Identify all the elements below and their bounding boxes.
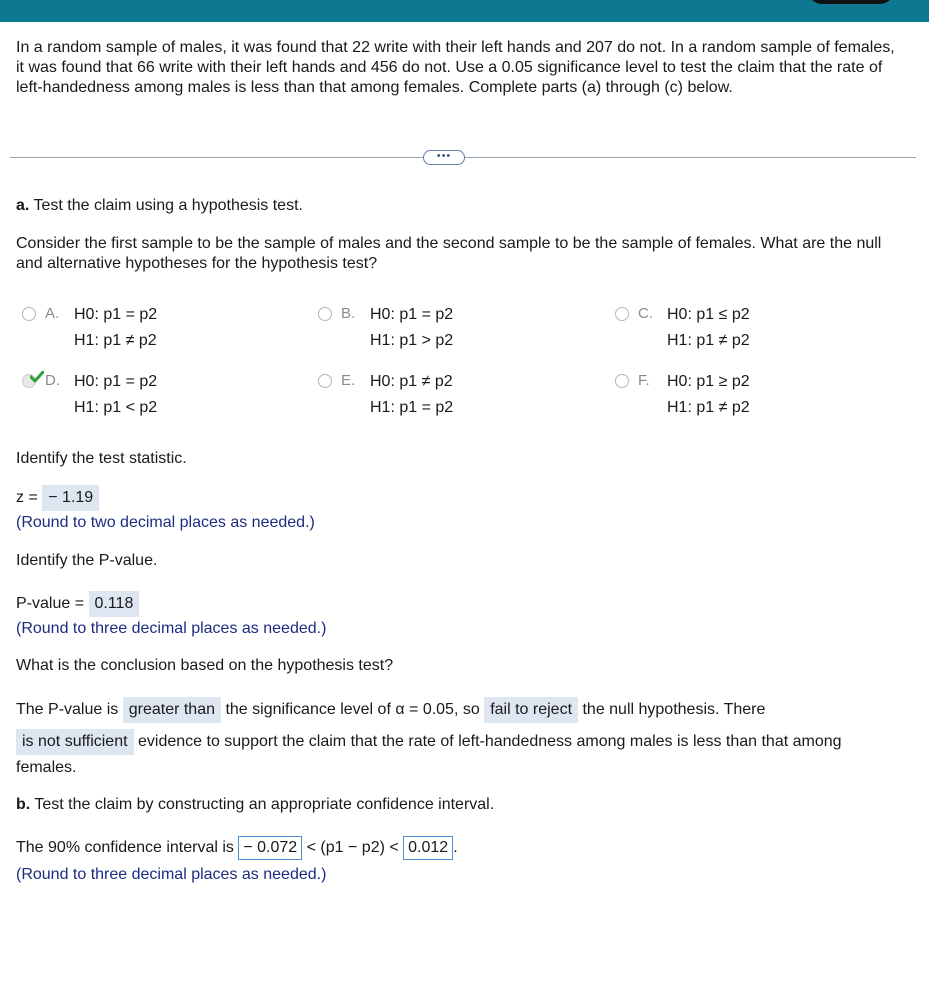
option-b-hypotheses[interactable] xyxy=(370,302,453,354)
ci-row xyxy=(16,836,458,860)
radio-option-c[interactable] xyxy=(615,307,629,321)
p-hint: (Round to three decimal places as needed.) xyxy=(16,620,327,637)
conclusion-answer-3[interactable]: is not sufficient xyxy=(16,729,134,755)
radio-option-e[interactable] xyxy=(318,374,332,388)
option-b-letter: B. xyxy=(341,305,356,322)
part-a-heading xyxy=(16,197,303,215)
radio-option-f[interactable] xyxy=(615,374,629,388)
conclusion-text-1: The P-value is xyxy=(16,701,119,718)
option-c-letter: C. xyxy=(638,305,653,322)
z-hint: (Round to two decimal places as needed.) xyxy=(16,514,315,531)
option-f-hypotheses[interactable] xyxy=(667,369,750,421)
option-d-h1: H1: p1 < p2 xyxy=(74,399,158,416)
z-answer[interactable]: − 1.19 xyxy=(42,485,99,511)
part-b-label: b. xyxy=(16,796,31,813)
z-row xyxy=(16,485,99,511)
option-a-letter: A. xyxy=(45,305,60,322)
conclusion-text-4: evidence to support the claim that the rate of left-handedness among males is less than that among xyxy=(138,733,842,750)
option-a-hypotheses[interactable] xyxy=(74,302,157,354)
option-d-h0: H0: p1 = p2 xyxy=(74,373,158,390)
top-bar xyxy=(0,0,929,22)
conclusion-answer-1[interactable]: greater than xyxy=(123,697,221,723)
ci-lower-answer[interactable]: − 0.072 xyxy=(238,836,302,860)
option-b-h0: H0: p1 = p2 xyxy=(370,306,454,323)
conclusion-prompt: What is the conclusion based on the hypothesis test? xyxy=(16,657,394,674)
conclusion-text-3: the null hypothesis. There xyxy=(582,701,766,718)
test-stat-prompt: Identify the test statistic. xyxy=(16,450,187,467)
ci-hint: (Round to three decimal places as needed.) xyxy=(16,866,327,883)
problem-statement: In a random sample of males, it was found that 22 write with their left hands and 207 do not. In a random sample of females, it was found that 66 write with their left hands and 456 do not. Use a 0.05 significance level to test the claim that the rate of left-handedness among males is less than that among females. Complete parts (a) through (c) below. xyxy=(16,39,895,96)
option-b-h1: H1: p1 > p2 xyxy=(370,332,454,349)
hypothesis-question: Consider the first sample to be the sample of males and the second sample to be the sample of females. What are the null and alternative hypotheses for the hypothesis test? xyxy=(16,235,882,272)
z-label: z = xyxy=(16,489,38,506)
conclusion-answer-2[interactable]: fail to reject xyxy=(484,697,578,723)
expand-dots-button[interactable]: ••• xyxy=(423,150,465,165)
radio-option-b[interactable] xyxy=(318,307,332,321)
conclusion-line-2 xyxy=(16,729,842,755)
option-d-letter: D. xyxy=(45,372,60,389)
top-bar-button[interactable] xyxy=(808,0,894,4)
option-c-hypotheses[interactable] xyxy=(667,302,750,354)
option-f-h0: H0: p1 ≥ p2 xyxy=(667,373,750,390)
p-row xyxy=(16,591,139,617)
option-e-h0: H0: p1 ≠ p2 xyxy=(370,373,453,390)
part-a-label: a. xyxy=(16,197,30,214)
option-e-h1: H1: p1 = p2 xyxy=(370,399,454,416)
conclusion-text-5: females. xyxy=(16,759,77,776)
part-a-title: Test the claim using a hypothesis test. xyxy=(33,197,303,214)
option-e-hypotheses[interactable] xyxy=(370,369,453,421)
option-c-h0: H0: p1 ≤ p2 xyxy=(667,306,750,323)
option-d-hypotheses[interactable] xyxy=(74,369,157,421)
correct-check-icon xyxy=(30,371,44,383)
option-a-h1: H1: p1 ≠ p2 xyxy=(74,332,157,349)
conclusion-text-2: the significance level of α = 0.05, so xyxy=(225,701,480,718)
part-b-heading xyxy=(16,796,494,814)
p-prompt: Identify the P-value. xyxy=(16,552,158,569)
part-b-title: Test the claim by constructing an appropriate confidence interval. xyxy=(34,796,495,813)
conclusion-line-1 xyxy=(16,697,765,723)
option-e-letter: E. xyxy=(341,372,356,389)
p-label: P-value = xyxy=(16,595,85,612)
ci-upper-answer[interactable]: 0.012 xyxy=(403,836,453,860)
ci-middle: < (p1 − p2) < xyxy=(306,839,399,856)
option-f-h1: H1: p1 ≠ p2 xyxy=(667,399,750,416)
p-value-answer[interactable]: 0.118 xyxy=(89,591,140,617)
option-f-letter: F. xyxy=(638,372,650,389)
ci-prefix: The 90% confidence interval is xyxy=(16,839,234,856)
option-a-h0: H0: p1 = p2 xyxy=(74,306,158,323)
option-c-h1: H1: p1 ≠ p2 xyxy=(667,332,750,349)
ci-period: . xyxy=(453,839,458,856)
radio-option-a[interactable] xyxy=(22,307,36,321)
